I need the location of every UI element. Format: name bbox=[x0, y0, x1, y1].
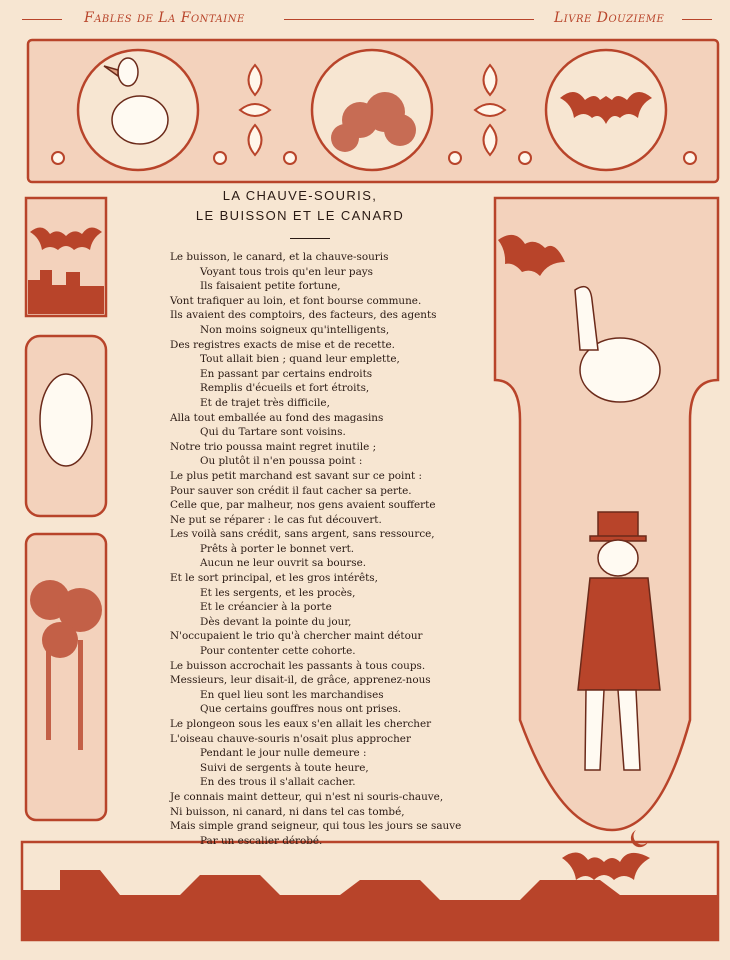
poem-line: Pour sauver son crédit il faut cacher sa perte. bbox=[170, 484, 412, 497]
title-divider bbox=[290, 238, 330, 239]
poem-line: Ni buisson, ni canard, ni dans tel cas tombé, bbox=[170, 805, 405, 818]
header-book-number: Livre Douzieme bbox=[554, 10, 665, 26]
poem-line: Qui du Tartare sont voisins. bbox=[200, 426, 346, 439]
poem-line: Et le sort principal, et les gros intérêts, bbox=[170, 572, 378, 585]
poem-line: Par un escalier dérobé. bbox=[200, 834, 323, 847]
fable-title bbox=[150, 186, 450, 226]
poem-line: Voyant tous trois qu'en leur pays bbox=[200, 265, 373, 278]
poem-line: Et les sergents, et les procès, bbox=[200, 586, 356, 599]
left-panel-trees bbox=[26, 534, 106, 820]
poem-line: Tout allait bien ; quand leur emplette, bbox=[200, 353, 400, 366]
poem-line: Et le créancier à la porte bbox=[200, 601, 332, 614]
poem-line: En passant par certains endroits bbox=[200, 367, 373, 380]
poem-line: Mais simple grand seigneur, qui tous les jours se sauve bbox=[170, 820, 462, 833]
poem-line: Vont trafiquer au loin, et font bourse commune. bbox=[170, 294, 422, 307]
poem-line: Prêts à porter le bonnet vert. bbox=[200, 542, 355, 555]
poem-line: Ou plutôt il n'en poussa point : bbox=[200, 455, 363, 468]
poem-line: En des trous il s'allait cacher. bbox=[200, 776, 356, 789]
poem-line: Que certains gouffres nous ont prises. bbox=[200, 703, 402, 716]
poem-body bbox=[170, 250, 470, 848]
poem-line: Des registres exacts de mise et de recette. bbox=[170, 338, 395, 351]
poem-line: L'oiseau chauve-souris n'osait plus approcher bbox=[170, 732, 411, 745]
bottom-landscape bbox=[22, 870, 718, 940]
title-line-1: LA CHAUVE-SOURIS, bbox=[222, 188, 378, 203]
poem-line: Pendant le jour nulle demeure : bbox=[200, 747, 367, 760]
poem-line: En quel lieu sont les marchandises bbox=[200, 688, 384, 701]
poem-line: Je connais maint detteur, qui n'est ni souris-chauve, bbox=[170, 790, 444, 803]
poem-line: Ne put se réparer : le cas fut découvert. bbox=[170, 513, 382, 526]
poem-line: Remplis d'écueils et fort étroits, bbox=[200, 382, 370, 395]
poem-line: N'occupaient le trio qu'à chercher maint détour bbox=[170, 630, 423, 643]
poem-line: Le buisson accrochait les passants à tous coups. bbox=[170, 659, 426, 672]
poem-line: Les voilà sans crédit, sans argent, sans ressource, bbox=[170, 528, 435, 541]
poem-line: Et de trajet très difficile, bbox=[200, 396, 330, 409]
poem-line: Le buisson, le canard, et la chauve-souris bbox=[170, 251, 389, 263]
poem-line: Non moins soigneux qu'intelligents, bbox=[200, 323, 390, 336]
title-line-2: LE BUISSON ET LE CANARD bbox=[195, 208, 405, 223]
poem-line: Alla tout emballée au fond des magasins bbox=[170, 411, 384, 424]
poem-line: Ils faisaient petite fortune, bbox=[200, 280, 341, 293]
poem-line: Notre trio poussa maint regret inutile ; bbox=[170, 440, 377, 453]
poem-line: Dès devant la pointe du jour, bbox=[200, 615, 352, 628]
poem-line: Le plus petit marchand est savant sur ce point : bbox=[170, 469, 422, 482]
poem-line: Aucun ne leur ouvrit sa bourse. bbox=[200, 557, 367, 570]
poem-line: Messieurs, leur disait-il, de grâce, apprenez-nous bbox=[170, 674, 431, 687]
header-book-title: Fables de La Fontaine bbox=[84, 10, 245, 26]
poem-line: Celle que, par malheur, nos gens avaient soufferte bbox=[170, 499, 436, 512]
poem-line: Suivi de sergents à toute heure, bbox=[200, 761, 369, 774]
poem-line: Le plongeon sous les eaux s'en allait les chercher bbox=[170, 718, 432, 730]
poem-line: Pour contenter cette cohorte. bbox=[200, 645, 356, 658]
poem-line: Ils avaient des comptoirs, des facteurs, des agents bbox=[170, 309, 437, 322]
